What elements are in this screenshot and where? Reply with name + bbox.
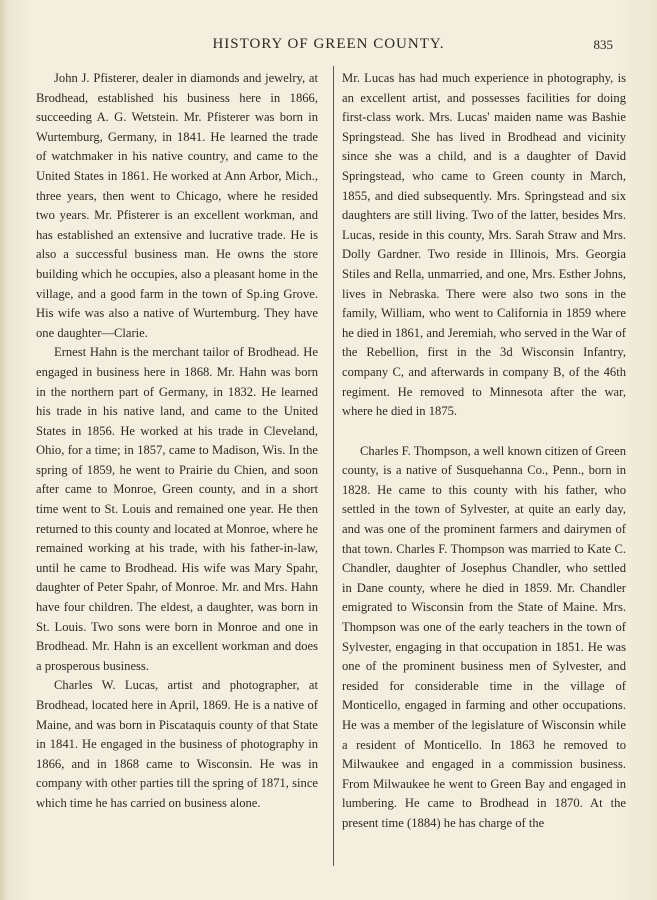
paragraph-thompson: Charles F. Thompson, a well known citizen of Green county, is a native of Susquehanna Co., Penn., born in 1828. He came to this county with his father, who settled in the town of Sylvester, at quite an early day, and was one of the prominent farmers and dairymen of that town. Charles F. Thompson was married to Kate C. Chandler, daughter of Josephus Chandler, who settled in Dane county, where he died in 1859. Mr. Chandler emigrated to Wisconsin from the State of Maine. Mrs. Thompson was one of the early teachers in the town of Sylvester, engaging in that occupation in 1851. He was one of the prominent business men of Sylvester, and resided for considerable time in the village of Monticello, engaged in farming and other occupations. He was a member of the legislature of Wisconsin while a resident of Monticello. In 1863 he removed to Milwaukee and engaged in a commission business. From Milwaukee he went to Green Bay and engaged in lumbering. He came to Brodhead in 1870. At the present time (1884) he has charge of the	[342, 443, 626, 830]
right-column	[342, 69, 626, 834]
running-header	[40, 36, 617, 58]
paragraph-hahn: Ernest Hahn is the merchant tailor of Brodhead. He engaged in business here in 1868. Mr. Hahn was born in the northern part of Germany, in 1832. He learned his trade in his native land, and came to the United States in 1856. He worked at his trade in Cleveland, Ohio, for a time; in 1857, came to Madison, Wis. In the spring of 1859, he went to Prairie du Chien, and soon after came to Monroe, Green county, and in a short time went to St. Louis and remained one year. He then returned to this county and located at Monroe, where he remained working at his trade, with his father-in-law, until he came to Brodhead. His wife was Mary Spahr, daughter of Peter Spahr, of Monroe. Mr. and Mrs. Hahn have four children. The eldest, a daughter, was born in St. Louis. Two sons were born in Monroe and one in Brodhead. Mr. Hahn is an excellent workman and does a prosperous business.	[36, 345, 318, 673]
paragraph-pfisterer: John J. Pfisterer, dealer in diamonds and jewelry, at Brodhead, established his business here in 1866, succeeding A. G. Wetstein. Mr. Pfisterer was born in Wurtemburg, Germany, in 1841. He learned the trade of watchmaker in his native country, and came to the United States in 1861. He worked at Ann Arbor, Mich., three years, then went to Chicago, where he resided two years. Mr. Pfisterer is an excellent workman, and has established an extensive and lucrative trade. He is also a successful business man. He owns the store building which he occupies, also a pleasant home in the village, and a good farm in the town of Sp.ing Grove. His wife was also a native of Wurtemburg. They have one daughter—Clarie.	[36, 71, 318, 340]
paragraph-lucas-continued: Mr. Lucas has had much experience in photography, is an excellent artist, and possesses facilities for doing first-class work. Mrs. Lucas' maiden name was Bashie Springstead. She has lived in Brodhead and vicinity since she was a child, and is a daughter of David Springstead, who came to Green county in March, 1855, and died subsequently. Mrs. Springstead and six daughters are still living. Two of the latter, besides Mrs. Lucas, reside in this county, Mrs. Sarah Straw and Mrs. Dolly Gardner. Two reside in Illinois, Mrs. Georgia Stiles and Rella, unmarried, and one, Mrs. Esther Johns, lives in Nebraska. There were also two sons in the family, William, who went to California in 1859 where he died in 1861, and Jeremiah, who served in the War of the Rebellion, first in the 3d Wisconsin Infantry, company C, and afterwards in company B, of the 46th regiment. He removed to Minnesota after the war, where he died in 1875.	[342, 71, 626, 419]
paragraph-lucas: Charles W. Lucas, artist and photographer, at Brodhead, located here in April, 1869. He is a native of Maine, and was born in Piscataquis county of that State in 1841. He engaged in the business of photography in 1866, and in 1868 came to Wisconsin. He was in company with other parties till the spring of 1871, since which time he has carried on business alone.	[36, 678, 318, 810]
left-column	[36, 69, 318, 814]
page-binding-shadow	[0, 0, 8, 900]
page-number: 835	[593, 37, 613, 52]
page-title: HISTORY OF GREEN COUNTY.	[212, 36, 445, 52]
column-divider	[333, 66, 334, 866]
